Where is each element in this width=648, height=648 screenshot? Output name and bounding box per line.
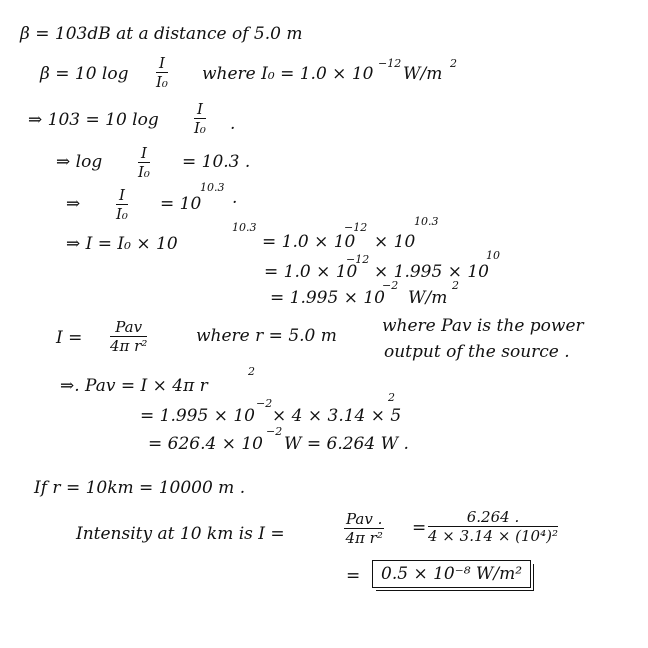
implies-arrow: ⇒: [66, 194, 81, 214]
exponent: 10: [486, 249, 500, 262]
exponent: 2: [388, 391, 395, 404]
pav-definition: where Pav is the power: [382, 316, 584, 336]
equals-sign: =: [346, 566, 361, 586]
exponent: 10.3: [232, 221, 257, 234]
fraction-denominator: I₀: [138, 163, 150, 181]
power-final: W = 6.264 W .: [284, 434, 409, 454]
fraction-pav-over-area: [110, 320, 147, 354]
fraction-numerator: I: [194, 102, 206, 119]
new-distance: If r = 10km = 10000 m .: [34, 478, 246, 498]
fraction-denominator: I₀: [194, 119, 206, 137]
intensity-power-relation: I =: [56, 328, 83, 348]
given-sound-level: β = 103dB at a distance of 5.0 m: [20, 24, 303, 44]
intensity-result: = 1.995 × 10: [270, 288, 385, 308]
fraction-pav-over-area: [344, 512, 384, 546]
intensity-at-10km: Intensity at 10 km is I =: [76, 524, 285, 544]
exponent: −12: [344, 221, 368, 234]
power-expression: ⇒. Pav = I × 4π r: [60, 376, 208, 396]
fraction-numerator: Pav .: [346, 510, 383, 528]
power-substitution-cont: × 4 × 3.14 × 5: [272, 406, 402, 426]
radius-note: where r = 5.0 m: [196, 326, 337, 346]
power-substitution: = 1.995 × 10: [140, 406, 255, 426]
intensity-evaluation: = 1.0 × 10: [264, 262, 358, 282]
exponent: −2: [266, 425, 283, 438]
intensity-evaluation-cont: × 1.995 × 10: [374, 262, 489, 282]
fraction-denominator: 4π r²: [110, 337, 148, 355]
fraction-numeric: [428, 510, 558, 544]
intensity-expression: ⇒ I = I₀ × 10: [66, 234, 178, 254]
substitution-step: ⇒ 103 = 10 log: [28, 110, 159, 130]
fraction-numerator: I: [116, 188, 128, 205]
exponent: −2: [256, 397, 273, 410]
unit: W/m: [408, 288, 448, 308]
equals-sign: =: [412, 518, 427, 538]
period: .: [230, 114, 236, 134]
fraction-numerator: Pav: [110, 320, 147, 337]
decibel-formula: β = 10 log: [40, 64, 129, 84]
fraction-denominator: I₀: [116, 205, 128, 223]
exponent: −12: [346, 253, 370, 266]
fraction-numerator: I: [156, 56, 168, 73]
power-of-ten: × 10: [374, 232, 416, 252]
fraction-denominator: 4 × 3.14 × (10⁴)²: [428, 527, 558, 545]
intensity-substitution: = 1.0 × 10: [262, 232, 356, 252]
exponent: −12: [378, 57, 402, 70]
log-step: ⇒ log: [56, 152, 103, 172]
fraction-i-over-i0: [156, 56, 168, 90]
exponent: 2: [450, 57, 457, 70]
log-value: = 10.3 .: [182, 152, 251, 172]
fraction-denominator: I₀: [156, 73, 168, 91]
exponent: −2: [382, 279, 399, 292]
period: .: [232, 188, 238, 208]
fraction-i-over-i0: [138, 146, 150, 180]
exponent: 10.3: [414, 215, 439, 228]
fraction-numerator: 6.264 .: [428, 510, 558, 527]
reference-intensity: where I₀ = 1.0 × 10: [202, 64, 374, 84]
antilog-step: = 10: [160, 194, 202, 214]
fraction-numerator: I: [138, 146, 150, 163]
pav-definition-cont: output of the source .: [384, 342, 570, 362]
exponent: 2: [452, 279, 459, 292]
fraction-i-over-i0: [116, 188, 128, 222]
final-answer-box: 0.5 × 10⁻⁸ W/m²: [372, 560, 531, 588]
exponent: 10.3: [200, 181, 225, 194]
fraction-denominator: 4π r²: [345, 529, 383, 547]
exponent: 2: [248, 365, 255, 378]
fraction-i-over-i0: [194, 102, 206, 136]
power-result: = 626.4 × 10: [148, 434, 263, 454]
unit: W/m: [403, 64, 443, 84]
